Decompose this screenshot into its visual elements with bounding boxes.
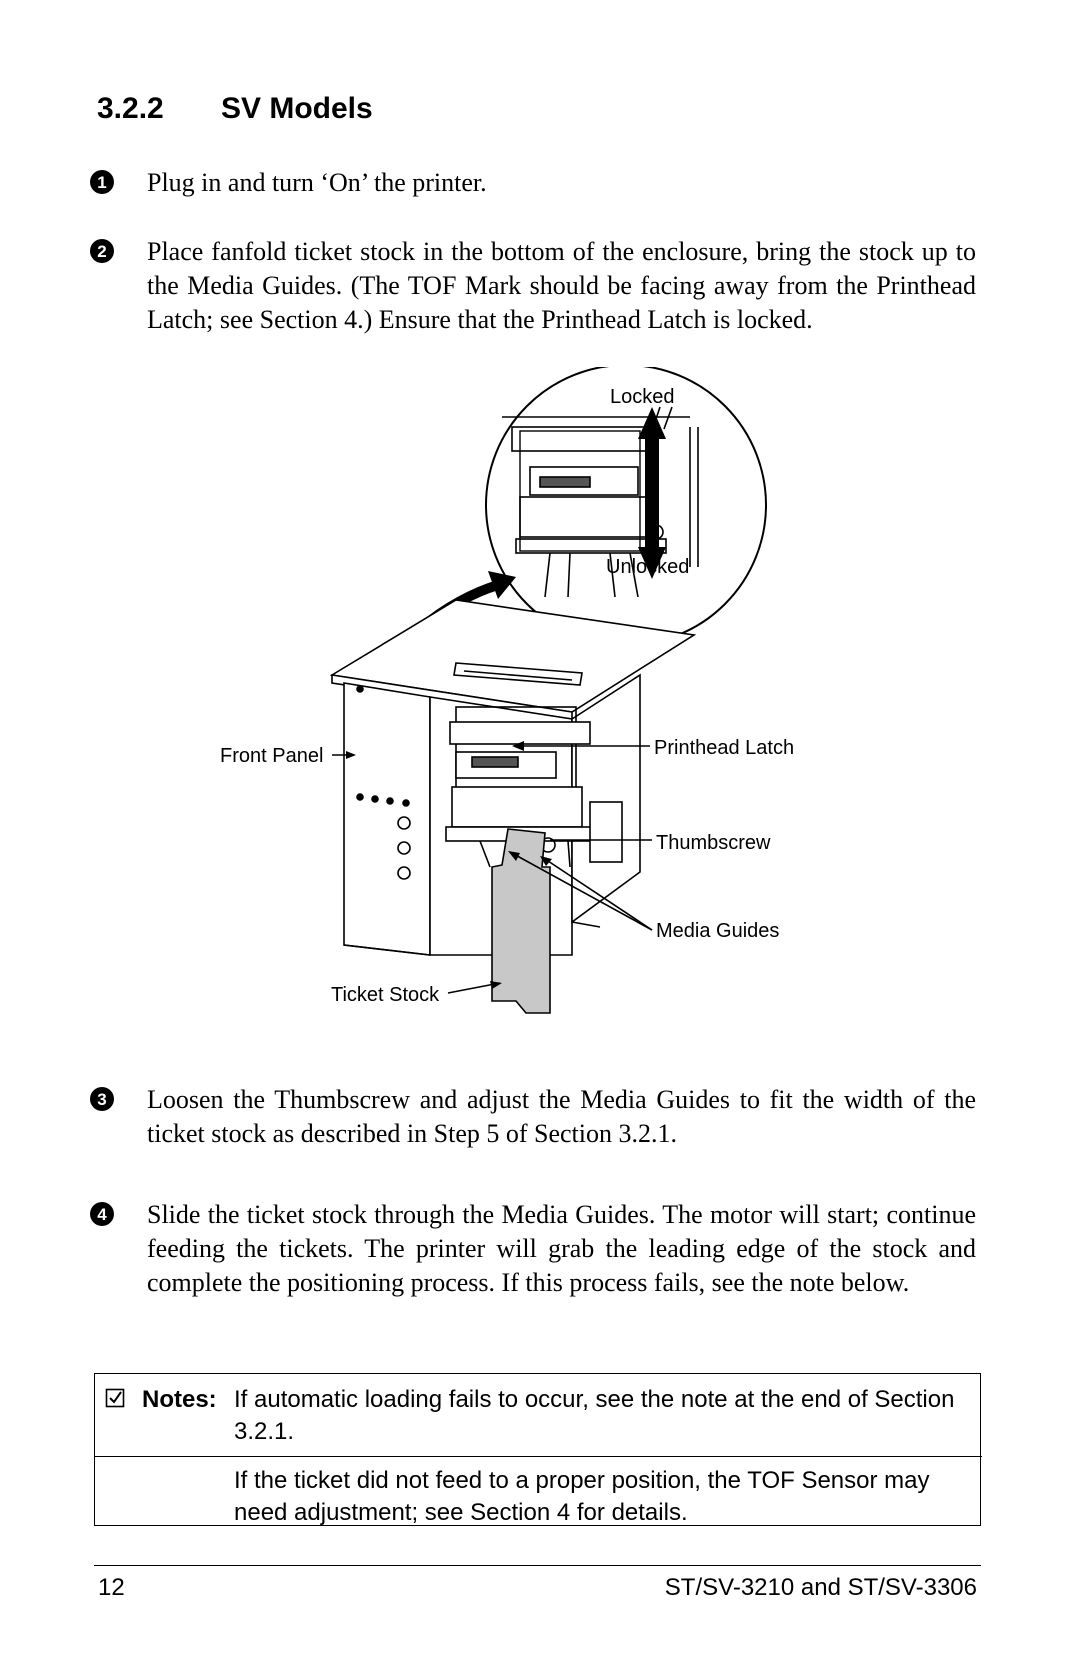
note-item-2: If the ticket did not feed to a proper position, the TOF Sensor may need adjustment; see Section 4 for details.: [234, 1467, 930, 1526]
notes-label: Notes:: [142, 1386, 217, 1413]
step-1: [88, 166, 976, 200]
label-media-guides: Media Guides: [656, 920, 780, 942]
notes-divider: [95, 1456, 982, 1457]
inset-latch-detail: [486, 367, 766, 645]
step-4-text: Slide the ticket stock through the Media Guides. The motor will start; continue feeding the tickets. The printer will grab the leading edge of the stock and complete the positioning process. If this process fails, see the note below.: [147, 1200, 976, 1297]
footer-title: ST/SV-3210 and ST/SV-3306: [664, 1574, 977, 1601]
svg-text:1: 1: [97, 173, 107, 192]
note-item-1: If automatic loading fails to occur, see the note at the end of Section 3.2.1.: [234, 1386, 955, 1445]
label-thumbscrew: Thumbscrew: [656, 832, 771, 854]
svg-text:2: 2: [97, 242, 107, 261]
step-4: [88, 1198, 976, 1300]
section-number: 3.2.2: [97, 92, 164, 125]
step-4-marker-icon: [88, 1200, 116, 1228]
step-3-marker-icon: [88, 1085, 116, 1113]
label-locked: Locked: [610, 386, 675, 408]
checkbox-checked-icon: [105, 1388, 125, 1408]
printer-loading-figure: [220, 367, 860, 1072]
section-title: SV Models: [221, 92, 373, 125]
step-2-text: Place fanfold ticket stock in the bottom of the enclosure, bring the stock up to the Media Guides. (The TOF Mark should be facing away from the Printhead Latch; see Section 4.) Ensure that the Printhead Latch is locked.: [147, 237, 976, 334]
label-ticket-stock: Ticket Stock: [331, 984, 440, 1006]
footer-rule: [94, 1565, 981, 1566]
notes-box: [94, 1373, 981, 1526]
svg-text:4: 4: [97, 1205, 107, 1224]
section-heading: [97, 92, 373, 126]
svg-text:3: 3: [97, 1090, 107, 1109]
step-1-marker-icon: [88, 168, 116, 196]
step-2-marker-icon: [88, 237, 116, 265]
label-printhead-latch: Printhead Latch: [654, 737, 795, 759]
step-1-text: Plug in and turn ‘On’ the printer.: [147, 168, 487, 197]
label-front-panel: Front Panel: [220, 745, 324, 767]
step-3: [88, 1083, 976, 1151]
page-number: 12: [98, 1574, 125, 1601]
step-2: [88, 235, 976, 337]
label-unlocked: Unlocked: [606, 556, 690, 578]
step-3-text: Loosen the Thumbscrew and adjust the Media Guides to fit the width of the ticket stock as described in Step 5 of Section 3.2.1.: [147, 1085, 976, 1148]
